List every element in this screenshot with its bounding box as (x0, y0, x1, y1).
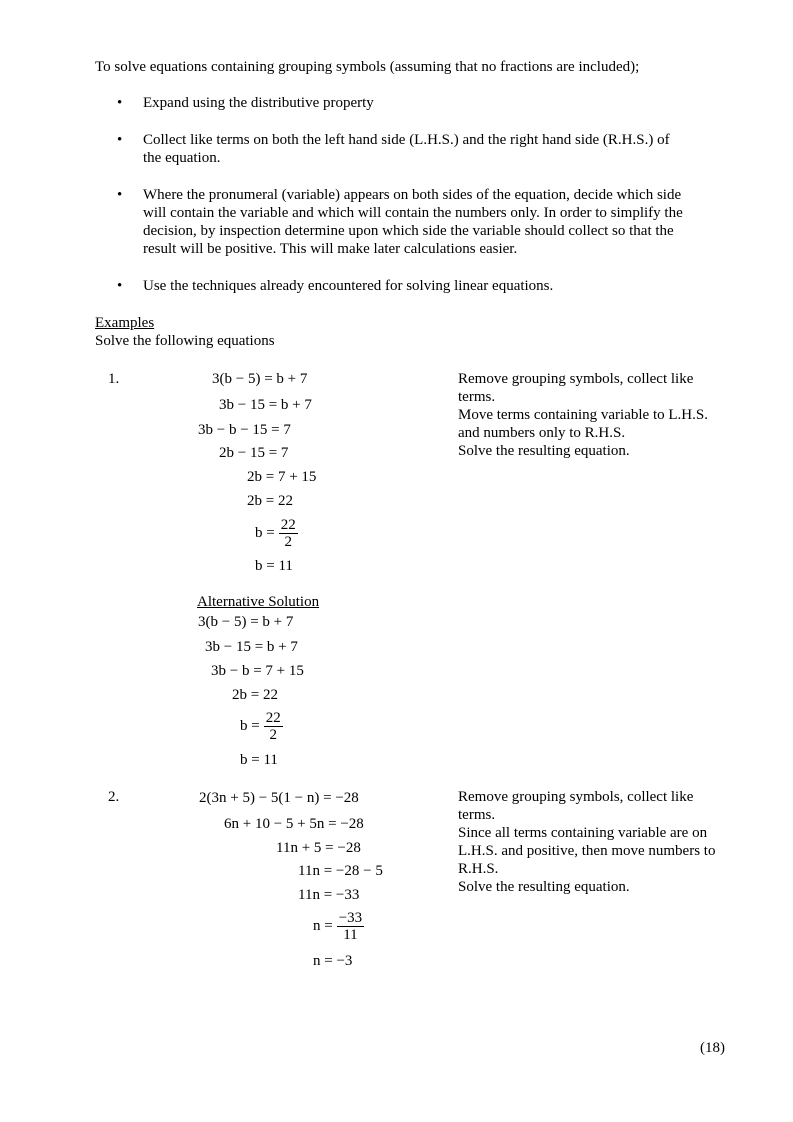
bullet-text: Collect like terms on both the left hand side (L.H.S.) and the right hand side (R.H.S.) of (143, 132, 670, 148)
note-line: Remove grouping symbols, collect like (458, 789, 694, 805)
bullet-icon: • (117, 132, 123, 148)
note-line: R.H.S. (458, 861, 499, 877)
equation-step: 11n = −33 (298, 887, 360, 903)
bullet-text: Use the techniques already encountered for solving linear equations. (143, 278, 554, 294)
example-number: 2. (108, 789, 120, 805)
examples-heading: Examples (95, 315, 155, 331)
note-line: terms. (458, 389, 496, 405)
alternative-heading: Alternative Solution (197, 594, 320, 610)
bullet-text: will contain the variable and which will contain the numbers only. In order to simplify the (143, 205, 683, 221)
page-number: (18) (700, 1040, 725, 1056)
equation-step: 2b = 22 (232, 687, 278, 703)
numerator: −33 (338, 910, 363, 926)
note-line: Solve the resulting equation. (458, 879, 630, 895)
note-line: and numbers only to R.H.S. (458, 425, 626, 441)
bullet-text: Where the pronumeral (variable) appears on both sides of the equation, decide which side (143, 187, 682, 203)
equation-final: b = 11 (240, 752, 278, 768)
equation-step: 11n + 5 = −28 (276, 840, 361, 856)
note-line: Solve the resulting equation. (458, 443, 630, 459)
equation-step: 3b − b − 15 = 7 (198, 422, 291, 438)
bullet-icon: • (117, 187, 123, 203)
equation-step: 3(b − 5) = b + 7 (198, 614, 294, 630)
note-line: terms. (458, 807, 496, 823)
equation-step: 3(b − 5) = b + 7 (212, 371, 308, 387)
fraction-step (313, 910, 364, 943)
intro-text: To solve equations containing grouping symbols (assuming that no fractions are included); (95, 59, 640, 75)
denominator: 2 (269, 727, 277, 743)
equation-step: 2b = 22 (247, 493, 293, 509)
fraction-lhs: b = (255, 525, 275, 541)
bullet-text: the equation. (143, 150, 221, 166)
equation-final: n = −3 (313, 953, 353, 969)
fraction-step (240, 710, 283, 743)
note-line: Since all terms containing variable are on (458, 825, 708, 841)
equation-step: 11n = −28 − 5 (298, 863, 383, 879)
bullet-icon: • (117, 95, 123, 111)
numerator: 22 (280, 517, 296, 533)
equation-step: 2b = 7 + 15 (247, 469, 317, 485)
denominator: 2 (284, 534, 292, 550)
note-line: L.H.S. and positive, then move numbers to (458, 843, 716, 859)
equation-step: 2(3n + 5) − 5(1 − n) = −28 (199, 790, 359, 806)
fraction (279, 517, 298, 550)
bullet-text: Expand using the distributive property (143, 95, 374, 111)
bullet-text: result will be positive. This will make later calculations easier. (143, 241, 518, 257)
examples-subheading: Solve the following equations (95, 333, 275, 349)
numerator: 22 (265, 710, 281, 726)
note-line: Remove grouping symbols, collect like (458, 371, 694, 387)
bullet-text: decision, by inspection determine upon which side the variable should collect so that the (143, 223, 674, 239)
equation-step: 3b − 15 = b + 7 (205, 639, 298, 655)
equation-step: 3b − 15 = b + 7 (219, 397, 312, 413)
fraction (337, 910, 364, 943)
fraction-step (255, 517, 298, 550)
equation-step: 3b − b = 7 + 15 (211, 663, 304, 679)
equation-final: b = 11 (255, 558, 293, 574)
equation-step: 6n + 10 − 5 + 5n = −28 (224, 816, 364, 832)
bullet-icon: • (117, 278, 123, 294)
example-number: 1. (108, 371, 120, 387)
equation-step: 2b − 15 = 7 (219, 445, 289, 461)
denominator: 11 (343, 927, 358, 943)
example-1-notes (458, 370, 748, 460)
fraction-lhs: b = (240, 718, 260, 734)
fraction (264, 710, 283, 743)
fraction-lhs: n = (313, 918, 333, 934)
example-2-notes (458, 788, 748, 896)
note-line: Move terms containing variable to L.H.S. (458, 407, 708, 423)
